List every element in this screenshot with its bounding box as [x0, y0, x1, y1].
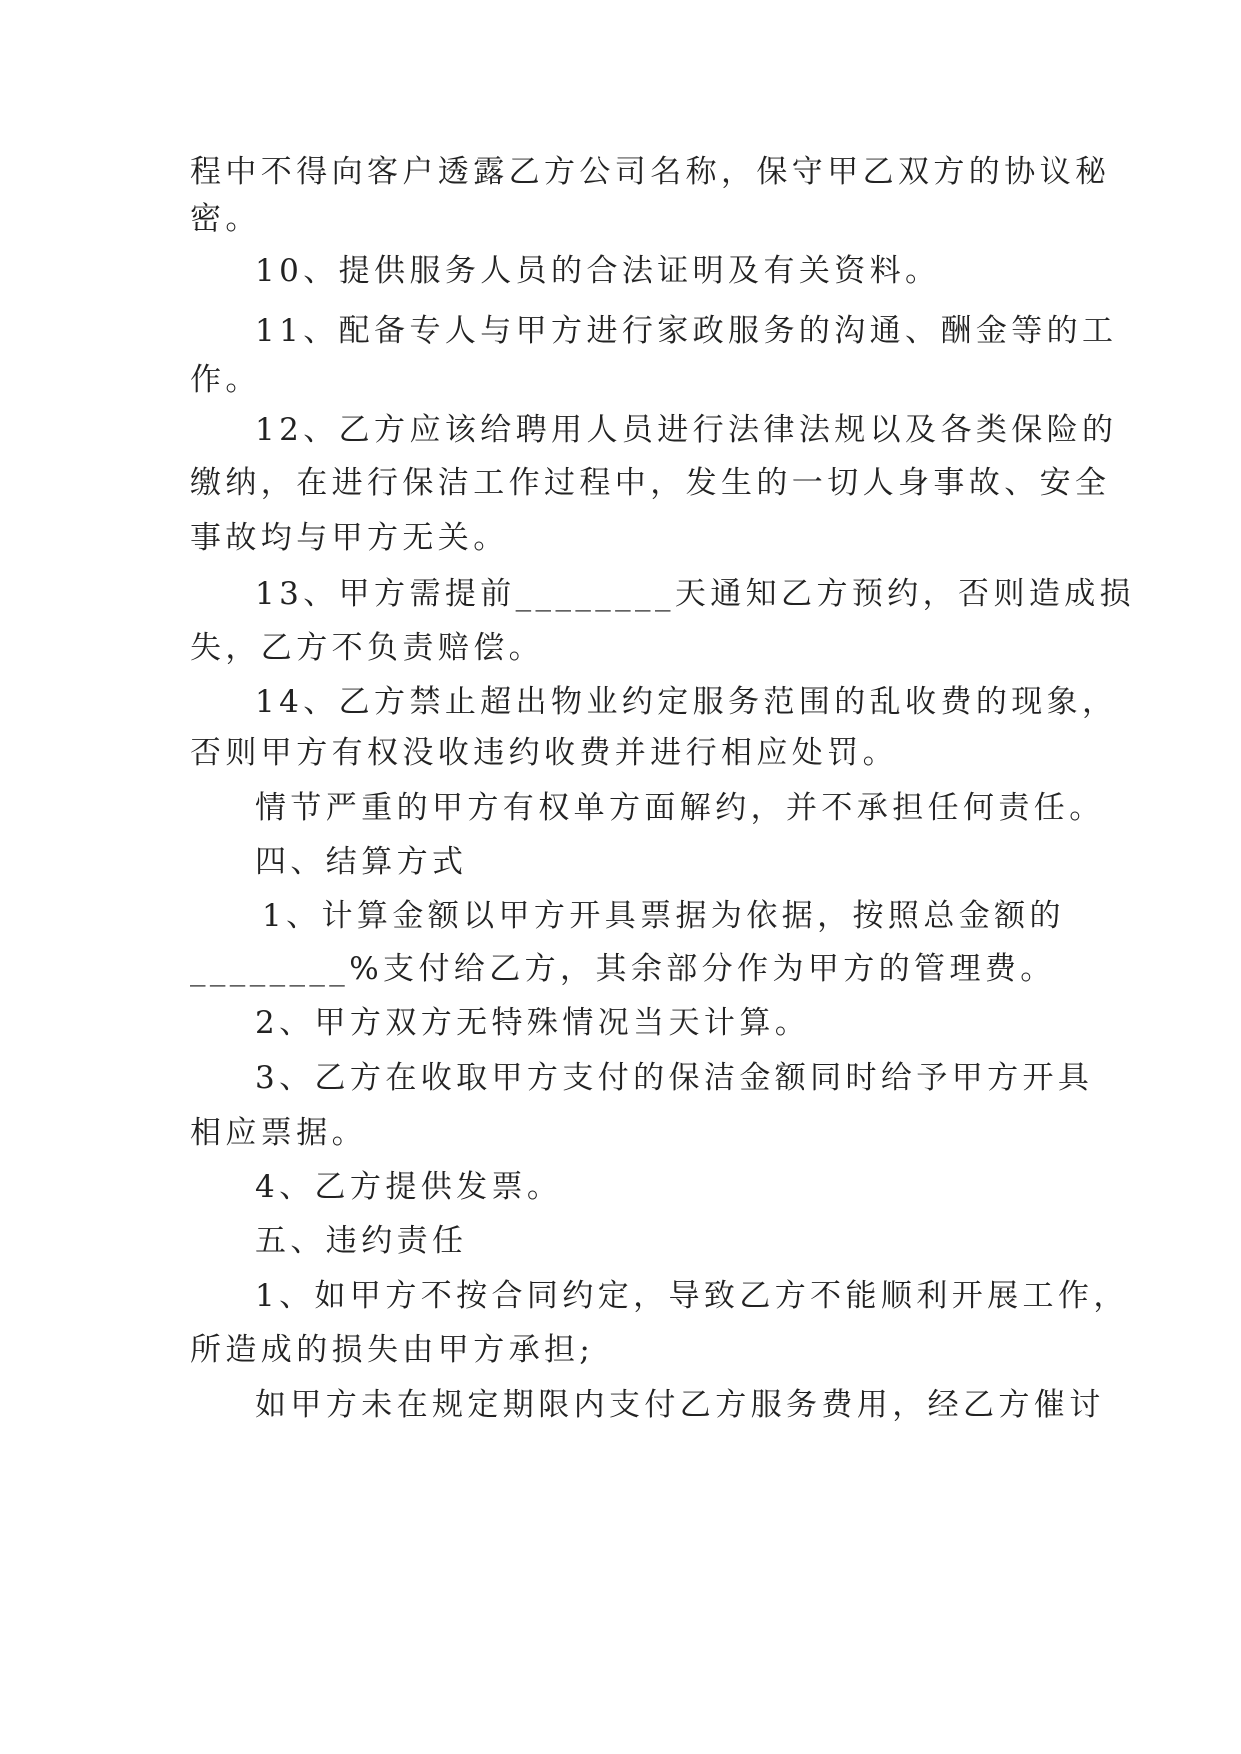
section-heading: 五、违约责任 — [255, 1223, 468, 1259]
text-line: 情节严重的甲方有权单方面解约，并不承担任何责任。 — [255, 790, 1105, 826]
text-line: 作。 — [190, 362, 261, 398]
text-line: 1、如甲方不按合同约定，导致乙方不能顺利开展工作， — [255, 1278, 1129, 1314]
section-heading: 四、结算方式 — [255, 844, 468, 880]
text-line: 10、提供服务人员的合法证明及有关资料。 — [255, 253, 941, 289]
text-line: 事故均与甲方无关。 — [190, 520, 509, 556]
text-line: 缴纳，在进行保洁工作过程中，发生的一切人身事故、安全 — [190, 465, 1111, 501]
text-line: 14、乙方禁止超出物业约定服务范围的乱收费的现象， — [255, 684, 1118, 720]
text-line: 13、甲方需提前________天通知乙方预约，否则造成损 — [255, 576, 1136, 612]
text-line: 3、乙方在收取甲方支付的保洁金额同时给予甲方开具 — [255, 1060, 1094, 1096]
text-line: 程中不得向客户透露乙方公司名称，保守甲乙双方的协议秘 — [190, 154, 1111, 190]
text-line: 1、计算金额以甲方开具票据为依据，按照总金额的 — [262, 898, 1065, 934]
text-line: 12、乙方应该给聘用人员进行法律法规以及各类保险的 — [255, 412, 1118, 448]
text-line: ________%支付给乙方，其余部分作为甲方的管理费。 — [190, 951, 1056, 987]
text-line: 如甲方未在规定期限内支付乙方服务费用，经乙方催讨 — [255, 1387, 1105, 1423]
text-line: 否则甲方有权没收违约收费并进行相应处罚。 — [190, 735, 898, 771]
text-line: 4、乙方提供发票。 — [255, 1169, 563, 1205]
text-line: 2、甲方双方无特殊情况当天计算。 — [255, 1005, 811, 1041]
text-line: 失，乙方不负责赔偿。 — [190, 630, 544, 666]
text-line: 11、配备专人与甲方进行家政服务的沟通、酬金等的工 — [255, 313, 1118, 349]
text-line: 所造成的损失由甲方承担; — [190, 1332, 595, 1368]
text-line: 密。 — [190, 201, 261, 237]
text-line: 相应票据。 — [190, 1115, 367, 1151]
